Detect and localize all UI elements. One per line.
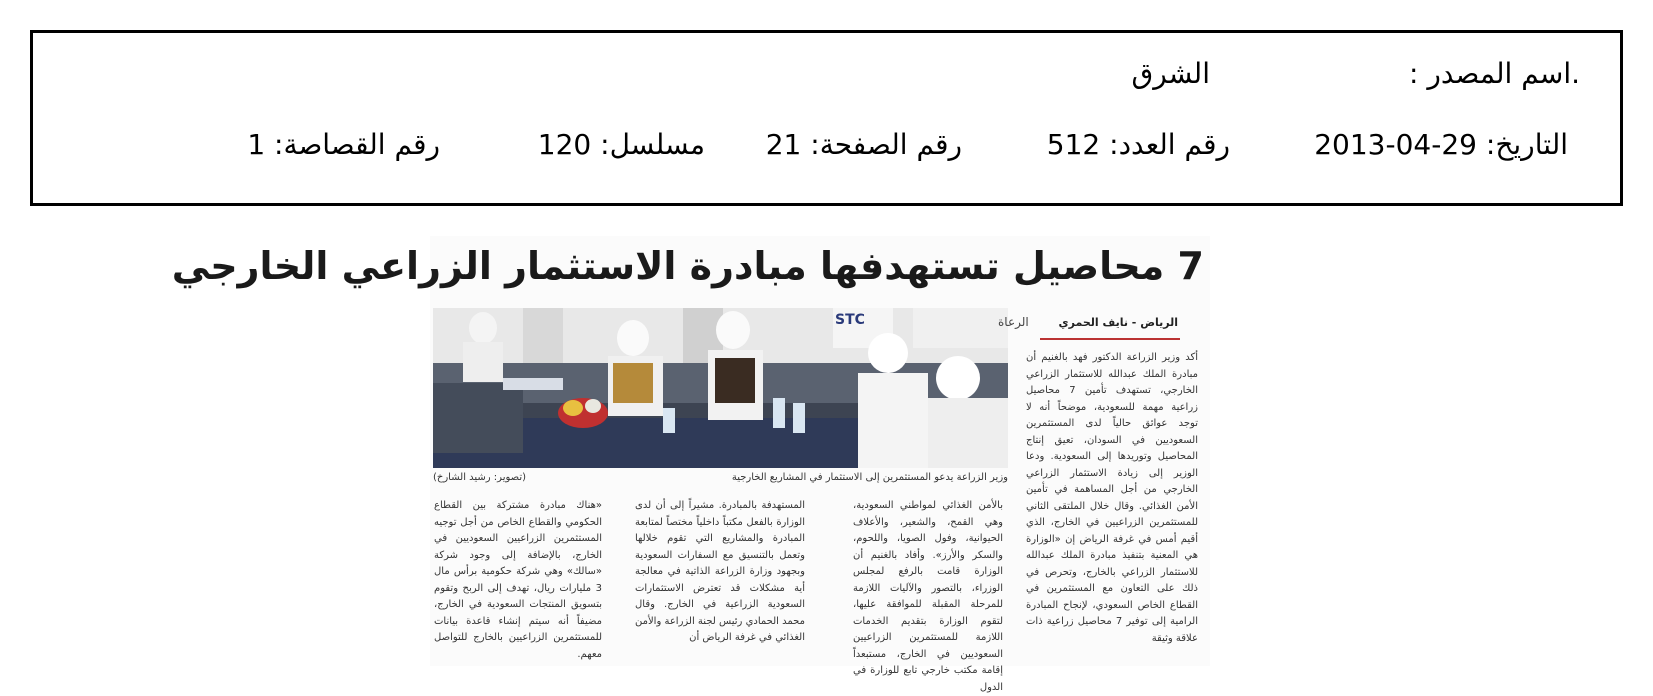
article-column-3: المستهدفة بالمبادرة. مشيراً إلى أن لدى الوزارة بالفعل مكتباً داخلياً مختصاً لمتابعة المبادرة والمشاريع التي تقوم خلالها وتعمل بالتنسيق مع السفارات السعودية وبجهود وزارة الزراعة الذاتية في معالجة أية مشكلات قد تعترض الاستثمارات السعودية الزراعية في الخارج. وقال محمد الحمادي رئيس لجنة الزراعة والأمن الغذائي في غرفة الرياض أن xyxy=(635,500,805,643)
page-number-field: رقم الصفحة: 21 xyxy=(765,128,962,161)
article-photo xyxy=(433,308,1029,468)
article-column-1: أكد وزير الزراعة الدكتور فهد بالغنيم أن مبادرة الملك عبدالله للاستثمار الزراعي الخارجي، تستهدف تأمين 7 محاصيل زراعية مهمة للسعودية، موضحاً أنه لا توجد عوائق حالياً لدى المستثمرين السعوديين في السودان، تعيق إنتاج المحاصيل وتوريدها إلى السعودية. ودعا الوزير إلى زيادة الاستثمار الزراعي الخارجي من أجل المساهمة في تأمين الأمن الغذائي. وقال خلال الملتقى الثاني للمستثمرين الزراعيين في الخارج، الذي أقيم أمس في غرفة الرياض إن «الوزارة هي المعنية بتنفيذ مبادرة الملك عبدالله للاستثمار الزراعي بالخارج، وتحرص في ذلك على التعاون مع المستثمرين في القطاع الخاص السعودي، لإنجاح المبادرة الرامية إلى توفير 7 محاصيل زراعية ذات علاقة وثيقة xyxy=(1026,352,1198,644)
photo-sign-stc: STC xyxy=(835,312,865,328)
conference-photo-illustration xyxy=(433,308,1029,468)
article-column-2: بالأمن الغذائي لمواطني السعودية، وهي القمح، والشعير، والأعلاف الحيوانية، وفول الصويا، واللحوم، والسكر والأرز». وأفاد بالغنيم أن الوزارة قامت بالرفع لمجلس الوزراء، بالتصور والآليات اللازمة للمرحلة المقبلة للموافقة عليها، لتقوم الوزارة بتقديم الخدمات اللازمة للمستثمرين الزراعيين السعوديين في الخارج، مستبعداً إقامة مكتب خارجي تابع للوزارة في الدول xyxy=(853,500,1003,693)
date-field: التاريخ: 29-04-2013 xyxy=(1314,128,1568,161)
photo-credit: (تصوير: رشيد الشارخ) xyxy=(433,472,527,483)
serial-field: مسلسل: 120 xyxy=(537,128,705,161)
source-value: الشرق xyxy=(1131,57,1210,90)
photo-caption-row xyxy=(433,472,1008,488)
article-column-4: «هناك مبادرة مشتركة بين القطاع الحكومي والقطاع الخاص من أجل توجيه المستثمرين الزراعيين السعوديين في الخارج، بالإضافة إلى وجود شركة «سالك» وهي شركة حكومية برأس مال 3 مليارات ريال، تهدف إلى الربح وتقوم بتسويق المنتجات السعودية في الخارج، مضيفاً أنه سيتم إنشاء قاعدة بيانات للمستثمرين الزراعيين بالخارج للتواصل معهم. xyxy=(434,500,602,660)
photo-caption: وزير الزراعة يدعو المستثمرين إلى الاستثمار في المشاريع الخارجية xyxy=(731,472,1008,483)
newspaper-clipping xyxy=(171,236,1210,693)
article-headline: 7 محاصيل تستهدفها مبادرة الاستثمار الزراعي الخارجي xyxy=(171,244,1204,288)
clipping-header-box xyxy=(30,30,1623,206)
byline-underline xyxy=(1040,338,1180,340)
issue-number-field: رقم العدد: 512 xyxy=(1046,128,1230,161)
clipping-number-field: رقم القصاصة: 1 xyxy=(247,128,440,161)
source-label: .اسم المصدر : xyxy=(1408,57,1580,90)
photo-sign-sponsors: الرعاة xyxy=(998,315,1029,329)
article-byline: الرياض - نايف الحمري xyxy=(1058,316,1178,329)
